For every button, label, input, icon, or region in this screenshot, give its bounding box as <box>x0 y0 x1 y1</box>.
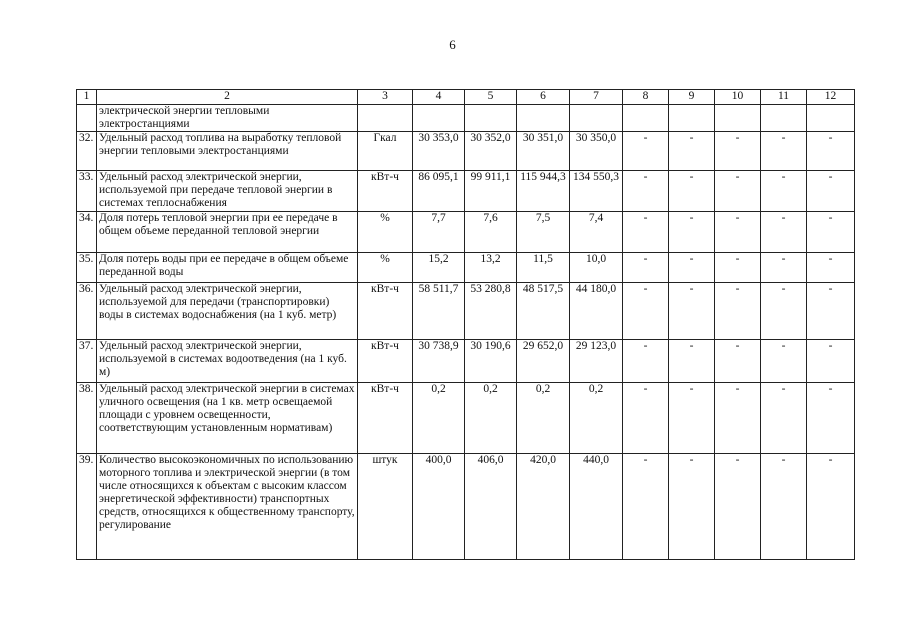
column-header: 8 <box>623 90 669 105</box>
dash-cell: - <box>623 212 669 253</box>
dash-cell: - <box>807 253 855 283</box>
column-header: 6 <box>517 90 570 105</box>
dash-cell: - <box>669 383 715 454</box>
value-cell: 0,2 <box>465 383 517 454</box>
value-cell: 29 123,0 <box>570 340 623 383</box>
dash-cell: - <box>669 253 715 283</box>
value-cell: 11,5 <box>517 253 570 283</box>
indicator-name: Удельный расход электрической энергии, используемой в системах водоотведения (на 1 куб. м) <box>97 340 358 383</box>
indicator-name: электрической энергии тепловыми электростанциями <box>97 105 358 132</box>
value-cell: 48 517,5 <box>517 283 570 340</box>
indicator-name: Доля потерь воды при ее передаче в общем объеме переданной воды <box>97 253 358 283</box>
column-header: 5 <box>465 90 517 105</box>
empty-cell <box>715 105 761 132</box>
dash-cell: - <box>807 383 855 454</box>
value-cell: 115 944,3 <box>517 171 570 212</box>
column-header: 1 <box>77 90 97 105</box>
value-cell: 7,5 <box>517 212 570 253</box>
table-row <box>77 171 855 212</box>
value-cell: 400,0 <box>413 454 465 560</box>
value-cell: 99 911,1 <box>465 171 517 212</box>
value-cell: 406,0 <box>465 454 517 560</box>
dash-cell: - <box>715 212 761 253</box>
indicator-name: Доля потерь тепловой энергии при ее передаче в общем объеме переданной тепловой энергии <box>97 212 358 253</box>
unit-cell: кВт-ч <box>358 383 413 454</box>
column-header: 4 <box>413 90 465 105</box>
dash-cell: - <box>715 171 761 212</box>
table-row <box>77 132 855 171</box>
empty-cell <box>807 105 855 132</box>
dash-cell: - <box>715 253 761 283</box>
table-row <box>77 454 855 560</box>
dash-cell: - <box>669 283 715 340</box>
unit-cell: кВт-ч <box>358 340 413 383</box>
row-number: 32. <box>77 132 97 171</box>
empty-cell <box>761 105 807 132</box>
row-number: 38. <box>77 383 97 454</box>
value-cell: 440,0 <box>570 454 623 560</box>
dash-cell: - <box>623 253 669 283</box>
row-number: 37. <box>77 340 97 383</box>
value-cell: 44 180,0 <box>570 283 623 340</box>
dash-cell: - <box>807 171 855 212</box>
indicator-name: Удельный расход электрической энергии, используемой для передачи (транспортировки) воды в системах водоснабжения (на 1 куб. метр) <box>97 283 358 340</box>
dash-cell: - <box>761 383 807 454</box>
table-row <box>77 253 855 283</box>
value-cell: 30 738,9 <box>413 340 465 383</box>
table-row <box>77 212 855 253</box>
value-cell: 7,7 <box>413 212 465 253</box>
column-header: 3 <box>358 90 413 105</box>
dash-cell: - <box>715 454 761 560</box>
column-header: 7 <box>570 90 623 105</box>
dash-cell: - <box>807 212 855 253</box>
value-cell: 53 280,8 <box>465 283 517 340</box>
value-cell: 30 353,0 <box>413 132 465 171</box>
row-number: 35. <box>77 253 97 283</box>
dash-cell: - <box>623 283 669 340</box>
dash-cell: - <box>807 283 855 340</box>
value-cell <box>570 105 623 132</box>
row-number: 34. <box>77 212 97 253</box>
dash-cell: - <box>715 283 761 340</box>
indicator-name: Количество высокоэкономичных по использованию моторного топлива и электрической энергии (в том числе относящихся к объектам с высоким классом энергетической эффективности) транспортных средств, относящихся к общественному транспорту, регулирование <box>97 454 358 560</box>
dash-cell: - <box>761 283 807 340</box>
column-header: 12 <box>807 90 855 105</box>
value-cell: 134 550,3 <box>570 171 623 212</box>
dash-cell: - <box>715 383 761 454</box>
value-cell <box>465 105 517 132</box>
value-cell <box>413 105 465 132</box>
row-number: 36. <box>77 283 97 340</box>
value-cell: 15,2 <box>413 253 465 283</box>
unit-cell <box>358 105 413 132</box>
value-cell: 29 652,0 <box>517 340 570 383</box>
unit-cell: кВт-ч <box>358 283 413 340</box>
indicator-name: Удельный расход электрической энергии, используемой при передаче тепловой энергии в системах теплоснабжения <box>97 171 358 212</box>
value-cell: 30 350,0 <box>570 132 623 171</box>
dash-cell: - <box>669 132 715 171</box>
dash-cell: - <box>623 383 669 454</box>
header-row <box>77 90 855 105</box>
page-number: 6 <box>449 37 456 52</box>
row-number: 39. <box>77 454 97 560</box>
dash-cell: - <box>623 171 669 212</box>
value-cell: 0,2 <box>413 383 465 454</box>
column-header: 10 <box>715 90 761 105</box>
value-cell: 0,2 <box>517 383 570 454</box>
value-cell: 30 351,0 <box>517 132 570 171</box>
dash-cell: - <box>623 132 669 171</box>
value-cell: 7,4 <box>570 212 623 253</box>
value-cell <box>517 105 570 132</box>
column-header: 2 <box>97 90 358 105</box>
value-cell: 0,2 <box>570 383 623 454</box>
dash-cell: - <box>761 340 807 383</box>
dash-cell: - <box>761 212 807 253</box>
unit-cell: % <box>358 253 413 283</box>
value-cell: 10,0 <box>570 253 623 283</box>
table-row <box>77 105 855 132</box>
dash-cell: - <box>761 132 807 171</box>
value-cell: 86 095,1 <box>413 171 465 212</box>
value-cell: 58 511,7 <box>413 283 465 340</box>
dash-cell: - <box>669 212 715 253</box>
dash-cell: - <box>807 454 855 560</box>
dash-cell: - <box>761 454 807 560</box>
column-header: 11 <box>761 90 807 105</box>
row-number <box>77 105 97 132</box>
dash-cell: - <box>761 253 807 283</box>
dash-cell: - <box>669 340 715 383</box>
value-cell: 7,6 <box>465 212 517 253</box>
unit-cell: кВт-ч <box>358 171 413 212</box>
dash-cell: - <box>761 171 807 212</box>
empty-cell <box>623 105 669 132</box>
indicators-table <box>76 89 855 560</box>
dash-cell: - <box>715 132 761 171</box>
table-row <box>77 340 855 383</box>
column-header: 9 <box>669 90 715 105</box>
value-cell: 420,0 <box>517 454 570 560</box>
table-row <box>77 383 855 454</box>
unit-cell: Гкал <box>358 132 413 171</box>
dash-cell: - <box>715 340 761 383</box>
dash-cell: - <box>807 340 855 383</box>
dash-cell: - <box>623 454 669 560</box>
empty-cell <box>669 105 715 132</box>
row-number: 33. <box>77 171 97 212</box>
unit-cell: % <box>358 212 413 253</box>
unit-cell: штук <box>358 454 413 560</box>
dash-cell: - <box>669 454 715 560</box>
value-cell: 30 190,6 <box>465 340 517 383</box>
table-row <box>77 283 855 340</box>
dash-cell: - <box>669 171 715 212</box>
indicator-name: Удельный расход топлива на выработку тепловой энергии тепловыми электростанциями <box>97 132 358 171</box>
dash-cell: - <box>623 340 669 383</box>
value-cell: 30 352,0 <box>465 132 517 171</box>
indicator-name: Удельный расход электрической энергии в системах уличного освещения (на 1 кв. метр освещаемой площади с уровнем освещенности, соответствующим установленным нормативам) <box>97 383 358 454</box>
dash-cell: - <box>807 132 855 171</box>
value-cell: 13,2 <box>465 253 517 283</box>
